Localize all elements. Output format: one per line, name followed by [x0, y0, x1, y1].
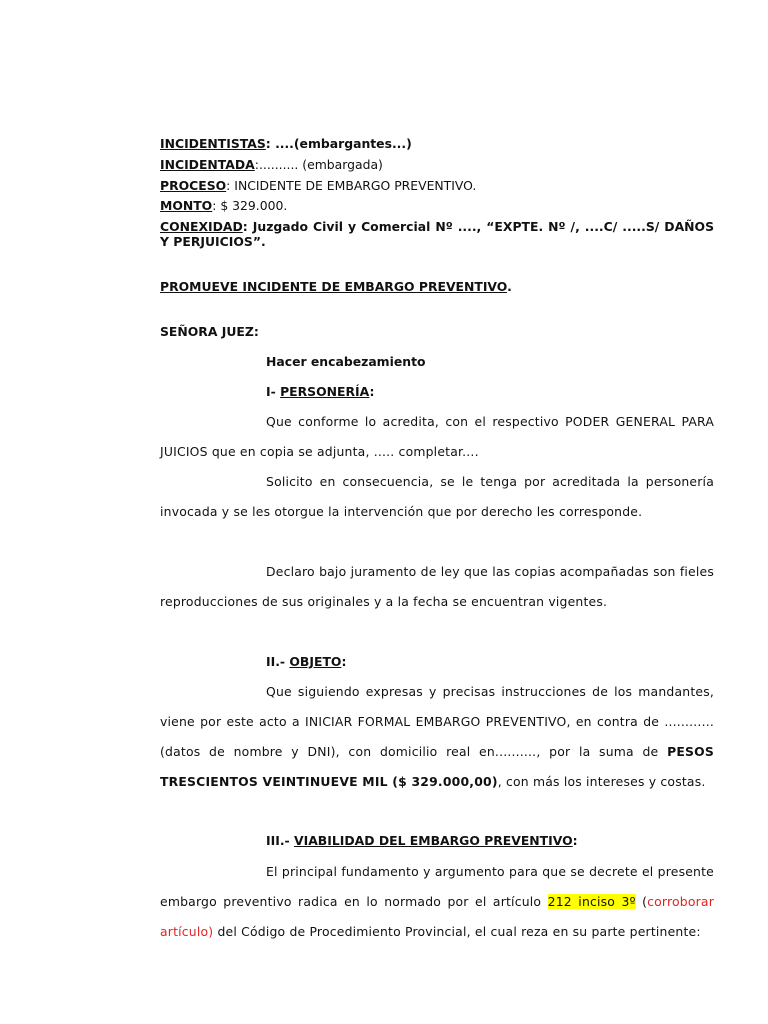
salutation: SEÑORA JUEZ: [160, 324, 259, 339]
section1-paragraph-2: Solicito en consecuencia, se le tenga por acreditada la personería invocada y se les otorgue la intervención que por derecho les corresponde. [160, 474, 714, 519]
section2-paragraph-1 [160, 677, 714, 797]
section3-title: VIABILIDAD DEL EMBARGO PREVENTIVO [294, 833, 573, 848]
section3-text-a: El principal fundamento y argumento para que se decrete el presente embargo preventivo radica en lo normado por el artículo [160, 864, 714, 909]
section2-amount: PESOS TRESCIENTOS VEINTINUEVE MIL ($ 329.000,00) [160, 744, 714, 789]
incidentada-line [160, 157, 714, 173]
incidentada-label: INCIDENTADA [160, 157, 255, 172]
section1-paragraph-1: Que conforme lo acredita, con el respectivo PODER GENERAL PARA JUICIOS que en copia se adjunta, ..... completar.... [160, 414, 714, 459]
incidentada-value: :.......... (embargada) [254, 157, 383, 172]
incidentistas-line [160, 136, 714, 152]
encabezamiento-note: Hacer encabezamiento [266, 354, 426, 369]
section1-title: PERSONERÍA [280, 384, 370, 399]
section3-suffix: : [572, 833, 578, 848]
incidentistas-value: : ....(embargantes...) [265, 136, 412, 151]
section3-text-c: del Código de Procedimiento Provincial, el cual reza en su parte pertinente: [213, 924, 701, 939]
section1-suffix: : [369, 384, 375, 399]
section1-paragraph-3: Declaro bajo juramento de ley que las copias acompañadas son fieles reproducciones de sus originales y a la fecha se encuentran vigentes. [160, 564, 714, 609]
conexidad-label: CONEXIDAD [160, 219, 243, 234]
document-title [160, 279, 714, 295]
section3-text-b: ( [635, 894, 648, 909]
section2-text-a: Que siguiendo expresas y precisas instrucciones de los mandantes, viene por este acto a INICIAR FORMAL EMBARGO PREVENTIVO, en contra de ............(datos de nombre y DNI), con domicilio real en.........., por la suma de [160, 684, 714, 759]
article-highlight: 212 inciso 3º [547, 894, 636, 909]
section2-suffix: : [341, 654, 347, 669]
conexidad-line [160, 219, 714, 249]
section3-heading [266, 833, 578, 848]
proceso-value: : INCIDENTE DE EMBARGO PREVENTIVO. [226, 178, 477, 193]
section3-paragraph-1 [160, 857, 714, 947]
section2-title: OBJETO [289, 654, 342, 669]
section2-prefix: II.- [266, 654, 290, 669]
monto-value: : $ 329.000. [212, 198, 288, 213]
incidentistas-label: INCIDENTISTAS [160, 136, 266, 151]
monto-label: MONTO [160, 198, 213, 213]
section2-heading [266, 654, 346, 669]
proceso-line [160, 178, 714, 194]
section3-prefix: III.- [266, 833, 294, 848]
section1-prefix: I- [266, 384, 281, 399]
conexidad-value: : Juzgado Civil y Comercial Nº ...., “EXPTE. Nº /, ....C/ .....S/ DAÑOS Y PERJUICIOS”. [160, 219, 714, 249]
monto-line [160, 198, 714, 214]
proceso-label: PROCESO [160, 178, 227, 193]
section1-heading [266, 384, 374, 399]
corroborar-note: corroborar artículo) [160, 894, 715, 939]
section2-text-c: , con más los intereses y costas. [497, 774, 706, 789]
title-period: . [507, 279, 512, 294]
title-text: PROMUEVE INCIDENTE DE EMBARGO PREVENTIVO [160, 279, 508, 294]
